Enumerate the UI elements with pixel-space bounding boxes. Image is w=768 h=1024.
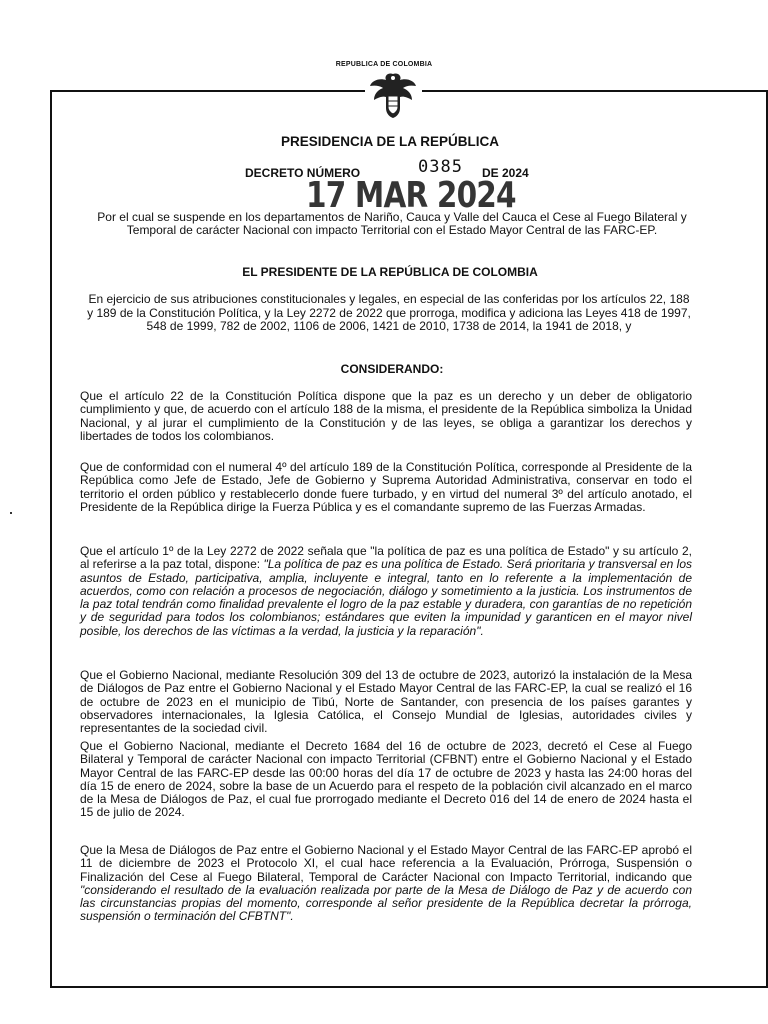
issuing-entity: PRESIDENCIA DE LA REPÚBLICA (280, 134, 500, 149)
paragraph-4: Que el Gobierno Nacional, mediante Resolución 309 del 13 de octubre de 2023, autorizó la instalación de la Mesa de Diálogos de Paz entre el Gobierno Nacional y el Estado Mayor Central de las FARC-EP, la cual se realizó el 16 de octubre de 2023 en el municipio de Tibú, Norte de Santander, con presencia de los países garantes y observadores internacionales, la Iglesia Católica, el Consejo Mundial de Iglesias, autoridades civiles y representantes de la sociedad civil. (80, 668, 692, 736)
paragraph-6-intro: Que la Mesa de Diálogos de Paz entre el Gobierno Nacional y el Estado Mayor Central de las FARC-EP aprobó el 11 de diciembre de 2023 el Protocolo XI, el cual hace referencia a la Evaluación, Prórroga, Suspensión o Finalización del Cese al Fuego Bilateral, Temporal de Carácter Nacional con Impacto Territorial, indicando que (80, 843, 692, 884)
paragraph-3-quote: "La política de paz es una política de Estado. Será prioritaria y transversal en los asuntos de Estado, participativa, amplia, incluyente e integral, tanto en lo referente a la implementación de acuerdos, como con relación a procesos de negociación, diálogo y sometimiento a la justicia. Los instrumentos de la paz total tendrán como finalidad prevalente el logro de la paz estable y duradera, con garantías de no repetición y de seguridad para todos los colombianos; estándares que eviten la impunidad y garanticen en el mayor nivel posible, los derechos de las víctimas a la verdad, la justicia y la reparación". (80, 557, 693, 638)
paragraph-3 (80, 545, 692, 638)
decree-label: DECRETO NÚMERO (245, 166, 361, 180)
paragraph-6 (80, 844, 692, 924)
paragraph-2: Que de conformidad con el numeral 4º del artículo 189 de la Constitución Política, corresponde al Presidente de la República como Jefe de Estado, Jefe de Gobierno y Suprema Autoridad Administrativa, conservar en todo el territorio el orden público y restablecerlo donde fuere turbado, y en virtud del numeral 3º del artículo anotado, el Presidente de la República dirige la Fuerza Pública y es el comandante supremo de las Fuerzas Armadas. (80, 460, 692, 514)
scan-speck (10, 512, 12, 514)
considering-title: CONSIDERANDO: (340, 362, 444, 376)
paragraph-6-quote: "considerando el resultado de la evaluación realizada por parte de la Mesa de Diálogo de Paz y de acuerdo con las circunstancias propias del momento, corresponde al señor presidente de la República decretar la prórroga, suspensión o terminación del CFBTNT". (80, 882, 692, 924)
date-stamp: 17 MAR 2024 (306, 175, 516, 216)
legal-powers: En ejercicio de sus atribuciones constitucionales y legales, en especial de las conferidas por los artículos 22, 188 y 189 de la Constitución Política, y la Ley 2272 de 2022 que prorroga, modifica y adiciona las Leyes 418 de 1997, 548 de 1999, 782 de 2002, 1106 de 2006, 1421 de 2010, 1738 de 2014, la 1941 de 2018, y (87, 292, 691, 333)
paragraph-5: Que el Gobierno Nacional, mediante el Decreto 1684 del 16 de octubre de 2023, decretó el Cese al Fuego Bilateral y Temporal de carácter Nacional con impacto Territorial (CFBNT) entre el Gobierno Nacional y el Estado Mayor Central de las FARC-EP desde las 00:00 horas del día 17 de octubre de 2023 y hasta las 24:00 horas del día 15 de enero de 2024, sobre la base de un Acuerdo para el respeto de la población civil alcanzado en el marco de la Mesa de Diálogos de Paz, el cual fue prorrogado mediante el Decreto 016 del 14 de enero de 2024 hasta el 15 de julio de 2024. (80, 739, 692, 820)
border-top-left (50, 90, 365, 92)
decree-year: DE 2024 (482, 166, 529, 180)
decree-number: 0385 (418, 157, 463, 177)
president-title: EL PRESIDENTE DE LA REPÚBLICA DE COLOMBIA (242, 265, 538, 279)
paragraph-1: Que el artículo 22 de la Constitución Política dispone que la paz es un derecho y un deber de obligatorio cumplimiento y que, de acuerdo con el artículo 188 de la misma, el presidente de la República simboliza la Unidad Nacional, y al jurar el cumplimiento de la Constitución y de las leyes, se obliga a garantizar los derechos y libertades de todos los colombianos. (80, 389, 692, 443)
decree-subject: Por el cual se suspende en los departamentos de Nariño, Cauca y Valle del Cauca el Cese al Fuego Bilateral y Temporal de carácter Nacional con impacto Territorial con el Estado Mayor Central de las FARC-EP. (97, 210, 687, 237)
paragraph-3-intro: Que el artículo 1º de la Ley 2272 de 2022 señala que "la política de paz es una política de Estado" y su artículo 2, al referirse a la paz total, dispone: (80, 544, 692, 572)
border-top-right (422, 90, 766, 92)
country-header: REPUBLICA DE COLOMBIA (335, 61, 433, 68)
